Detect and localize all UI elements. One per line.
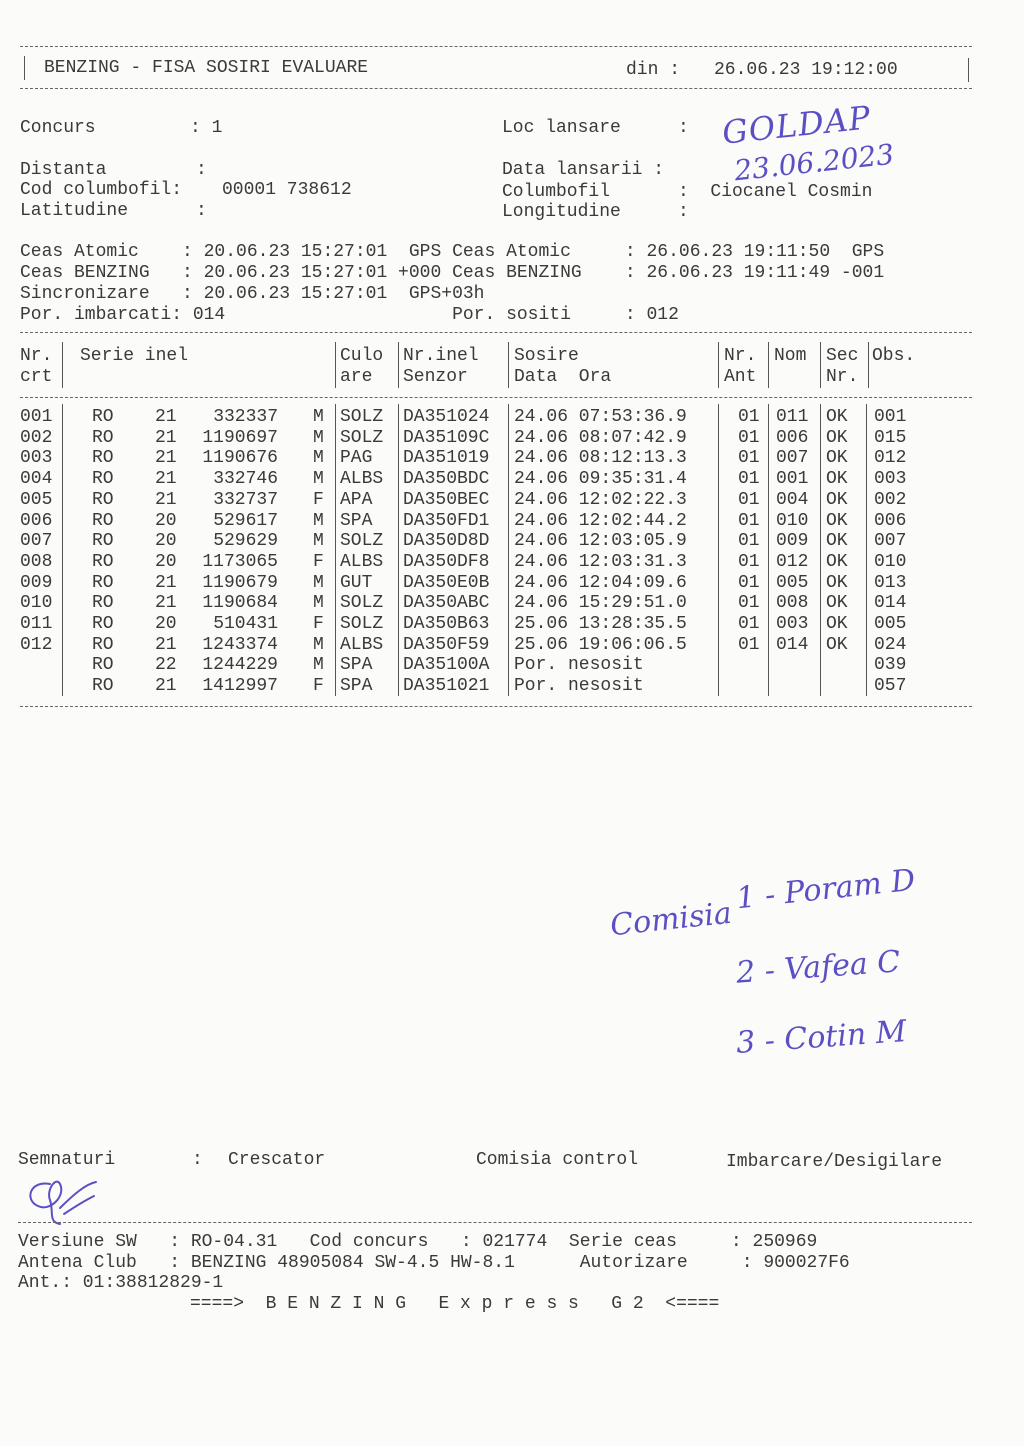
cell-ant: 01 xyxy=(738,407,760,427)
cell-senzor: DA35100A xyxy=(403,655,490,676)
din-label: din : xyxy=(626,60,681,80)
cell-nr: 012 xyxy=(20,634,53,655)
sep-sec-header xyxy=(820,342,821,388)
clock-line-4: Por. imbarcati: 014 Por. sositi : 012 xyxy=(20,305,679,325)
cell-senzor: DA350E0B xyxy=(403,572,490,593)
header-bottom-rule xyxy=(20,88,972,89)
sep-culo-header xyxy=(335,342,336,388)
cell-sosire: 24.06 12:04:09.6 xyxy=(514,572,687,593)
cell-culoare: SPA xyxy=(340,655,373,676)
cell-nr: 008 xyxy=(20,551,53,572)
sep-nom xyxy=(768,404,769,696)
cell-culoare: PAG xyxy=(340,448,373,469)
cell-tara: RO xyxy=(92,593,114,614)
cell-sex: M xyxy=(313,427,324,448)
cell-nom: 004 xyxy=(776,489,809,510)
handwritten-comisia: Comisia xyxy=(608,895,734,944)
cell-sex: M xyxy=(313,469,324,490)
cell-ant: 01 xyxy=(738,593,760,614)
cell-obs: 010 xyxy=(874,551,907,572)
cell-tara: RO xyxy=(92,510,114,531)
cell-obs: 003 xyxy=(874,469,907,490)
cell-sosire: 24.06 09:35:31.4 xyxy=(514,469,687,490)
cell-inel: 1190676 xyxy=(202,448,278,469)
sep-obs xyxy=(866,404,867,696)
col-nr-header-2: crt xyxy=(20,367,53,387)
cell-senzor: DA350DF8 xyxy=(403,551,490,572)
cell-sec: OK xyxy=(826,634,848,655)
cell-sex: M xyxy=(313,634,324,655)
cell-obs: 001 xyxy=(874,407,907,427)
cell-tara: RO xyxy=(92,551,114,572)
cell-nr: 007 xyxy=(20,531,53,552)
cell-sosire: 24.06 15:29:51.0 xyxy=(514,593,687,614)
cell-nom: 014 xyxy=(776,634,809,655)
cell-sosire: 24.06 12:03:05.9 xyxy=(514,531,687,552)
cell-sec: OK xyxy=(826,572,848,593)
footer-rule xyxy=(18,1222,972,1223)
distanta-colon: : xyxy=(196,160,207,180)
cell-sex: F xyxy=(313,614,324,634)
cell-obs: 007 xyxy=(874,531,907,552)
cell-culoare: ALBS xyxy=(340,634,384,655)
header-right-bar xyxy=(968,58,969,82)
col-culoare-header-2: are xyxy=(340,367,373,387)
cell-tara: RO xyxy=(92,427,114,448)
cell-an: 20 xyxy=(155,614,177,634)
cell-senzor: DA350B63 xyxy=(403,614,490,634)
distanta-label: Distanta xyxy=(20,160,107,180)
cell-an: 21 xyxy=(155,593,177,614)
cell-tara: RO xyxy=(92,469,114,490)
cell-an: 21 xyxy=(155,448,177,469)
cell-inel: 1190684 xyxy=(202,593,278,614)
cell-tara: RO xyxy=(92,489,114,510)
cell-senzor: DA350FD1 xyxy=(403,510,490,531)
col-nom-header: Nom xyxy=(774,346,807,366)
footer-line-2: Antena Club : BENZING 48905084 SW-4.5 HW-8.1 Autorizare : 900027F6 xyxy=(18,1253,850,1273)
cell-sosire: 25.06 13:28:35.5 xyxy=(514,614,687,634)
sep-ant-header xyxy=(718,342,719,388)
cell-sosire: 24.06 08:07:42.9 xyxy=(514,427,687,448)
cell-culoare: GUT xyxy=(340,572,373,593)
sep-sosire-header xyxy=(508,342,509,388)
cell-an: 21 xyxy=(155,634,177,655)
cell-inel: 510431 xyxy=(213,614,278,634)
cell-culoare: SOLZ xyxy=(340,593,384,614)
sep-nr xyxy=(62,404,63,696)
cell-inel: 529617 xyxy=(213,510,278,531)
cod-columbofil-label: Cod columbofil: xyxy=(20,180,183,200)
header-top-rule xyxy=(20,46,972,47)
cell-culoare: SOLZ xyxy=(340,427,384,448)
cod-columbofil-value: 00001 738612 xyxy=(222,180,352,200)
sep-culo xyxy=(335,404,336,696)
cell-obs: 024 xyxy=(874,634,907,655)
data-lansarii-label: Data lansarii : xyxy=(502,160,665,180)
cell-nr: 011 xyxy=(20,614,53,634)
cell-nr: 006 xyxy=(20,510,53,531)
cell-nr: 009 xyxy=(20,572,53,593)
header-left-bar xyxy=(24,56,25,80)
columbofil-value: : Ciocanel Cosmin xyxy=(678,182,873,202)
cell-an: 21 xyxy=(155,572,177,593)
cell-an: 21 xyxy=(155,407,177,427)
cell-culoare: SPA xyxy=(340,676,373,697)
cell-culoare: APA xyxy=(340,489,373,510)
cell-ant: 01 xyxy=(738,427,760,448)
sep-nom-header xyxy=(768,342,769,388)
comisia-control-label: Comisia control xyxy=(476,1150,639,1170)
cell-obs: 015 xyxy=(874,427,907,448)
columbofil-label: Columbofil xyxy=(502,182,611,202)
imbarcare-label: Imbarcare/Desigilare xyxy=(726,1152,943,1172)
cell-senzor: DA350BDC xyxy=(403,469,490,490)
col-ant-header: Nr. xyxy=(724,346,757,366)
cell-sex: F xyxy=(313,489,324,510)
col-serie-header: Serie inel xyxy=(80,346,189,366)
footer-line-3: Ant.: 01:38812829-1 xyxy=(18,1273,224,1293)
cell-sex: M xyxy=(313,655,324,676)
cell-ant: 01 xyxy=(738,614,760,634)
handwritten-member-3: 3 - Cotin M xyxy=(734,1014,908,1061)
cell-sec: OK xyxy=(826,593,848,614)
cell-ant: 01 xyxy=(738,510,760,531)
longitudine-label: Longitudine xyxy=(502,202,621,222)
cell-nom: 007 xyxy=(776,448,809,469)
cell-tara: RO xyxy=(92,655,114,676)
cell-senzor: DA351021 xyxy=(403,676,490,697)
cell-inel: 332737 xyxy=(213,489,278,510)
cell-tara: RO xyxy=(92,448,114,469)
cell-culoare: SOLZ xyxy=(340,614,384,634)
col-sec-header-2: Nr. xyxy=(826,367,859,387)
col-sosire-header-2: Data Ora xyxy=(514,367,612,387)
cell-nr: 010 xyxy=(20,593,53,614)
cell-nom: 006 xyxy=(776,427,809,448)
cell-sosire: 25.06 19:06:06.5 xyxy=(514,634,687,655)
cell-sex: M xyxy=(313,510,324,531)
cell-nr: 003 xyxy=(20,448,53,469)
cell-culoare: SOLZ xyxy=(340,407,384,427)
cell-an: 21 xyxy=(155,489,177,510)
cell-sec: OK xyxy=(826,469,848,490)
handwritten-loc-lansare: GOLDAP xyxy=(720,98,873,152)
cell-inel: 332746 xyxy=(213,469,278,490)
footer-banner: ====> B E N Z I N G E x p r e s s G 2 <==== xyxy=(190,1294,720,1314)
footer-line-1: Versiune SW : RO-04.31 Cod concurs : 021774 Serie ceas : 250969 xyxy=(18,1232,818,1252)
handwritten-data-lansarii: 23.06.2023 xyxy=(732,137,896,188)
clock-line-3: Sincronizare : 20.06.23 15:27:01 GPS+03h xyxy=(20,284,485,304)
cell-inel: 1243374 xyxy=(202,634,278,655)
cell-nom: 003 xyxy=(776,614,809,634)
cell-senzor: DA351024 xyxy=(403,407,490,427)
table-bottom-rule xyxy=(20,706,972,707)
cell-an: 20 xyxy=(155,510,177,531)
cell-senzor: DA350ABC xyxy=(403,593,490,614)
cell-ant: 01 xyxy=(738,469,760,490)
latitudine-colon: : xyxy=(196,201,207,221)
cell-sec: OK xyxy=(826,407,848,427)
cell-sec: OK xyxy=(826,448,848,469)
sep-senzor xyxy=(398,404,399,696)
cell-nom: 005 xyxy=(776,572,809,593)
cell-obs: 006 xyxy=(874,510,907,531)
concurs-value: : 1 xyxy=(190,118,223,138)
cell-nr: 002 xyxy=(20,427,53,448)
cell-sec: OK xyxy=(826,551,848,572)
cell-senzor: DA350F59 xyxy=(403,634,490,655)
cell-obs: 005 xyxy=(874,614,907,634)
semnaturi-colon: : xyxy=(192,1150,203,1170)
sep-ant xyxy=(718,404,719,696)
cell-sex: M xyxy=(313,593,324,614)
cell-sosire: Por. nesosit xyxy=(514,676,644,697)
cell-tara: RO xyxy=(92,634,114,655)
cell-culoare: ALBS xyxy=(340,551,384,572)
cell-nom: 009 xyxy=(776,531,809,552)
longitudine-colon: : xyxy=(678,202,689,222)
cell-sosire: 24.06 12:02:22.3 xyxy=(514,489,687,510)
cell-sosire: 24.06 08:12:13.3 xyxy=(514,448,687,469)
cell-obs: 039 xyxy=(874,655,907,676)
cell-sex: F xyxy=(313,676,324,697)
cell-sec: OK xyxy=(826,614,848,634)
crescator-signature xyxy=(20,1166,110,1230)
cell-an: 20 xyxy=(155,531,177,552)
cell-ant: 01 xyxy=(738,572,760,593)
cell-an: 21 xyxy=(155,676,177,697)
col-ant-header-2: Ant xyxy=(724,367,757,387)
table-header-rule xyxy=(20,397,972,398)
cell-an: 21 xyxy=(155,469,177,490)
cell-senzor: DA35109C xyxy=(403,427,490,448)
cell-sex: M xyxy=(313,448,324,469)
cell-sec: OK xyxy=(826,510,848,531)
sep-sosire xyxy=(508,404,509,696)
cell-tara: RO xyxy=(92,531,114,552)
cell-ant: 01 xyxy=(738,448,760,469)
col-senzor-header: Nr.inel xyxy=(403,346,479,366)
cell-culoare: ALBS xyxy=(340,469,384,490)
cell-inel: 529629 xyxy=(213,531,278,552)
document-title: BENZING - FISA SOSIRI EVALUARE xyxy=(44,58,369,78)
col-sosire-header: Sosire xyxy=(514,346,579,366)
cell-sec: OK xyxy=(826,427,848,448)
cell-nom: 008 xyxy=(776,593,809,614)
cell-nr: 001 xyxy=(20,407,53,427)
cell-sosire: Por. nesosit xyxy=(514,655,644,676)
cell-inel: 1190697 xyxy=(202,427,278,448)
cell-ant: 01 xyxy=(738,531,760,552)
cell-sex: F xyxy=(313,551,324,572)
cell-sec: OK xyxy=(826,531,848,552)
col-culoare-header: Culo xyxy=(340,346,384,366)
cell-sex: M xyxy=(313,572,324,593)
cell-obs: 002 xyxy=(874,489,907,510)
latitudine-label: Latitudine xyxy=(20,201,129,221)
concurs-label: Concurs xyxy=(20,118,96,138)
cell-sex: M xyxy=(313,407,324,427)
cell-senzor: DA350BEC xyxy=(403,489,490,510)
handwritten-member-2: 2 - Vafea C xyxy=(734,944,902,991)
cell-nom: 001 xyxy=(776,469,809,490)
cell-tara: RO xyxy=(92,407,114,427)
loc-lansare-label: Loc lansare xyxy=(502,118,621,138)
cell-ant: 01 xyxy=(738,634,760,655)
cell-tara: RO xyxy=(92,614,114,634)
sep-senzor-header xyxy=(398,342,399,388)
col-sec-header: Sec xyxy=(826,346,859,366)
col-senzor-header-2: Senzor xyxy=(403,367,468,387)
cell-senzor: DA350D8D xyxy=(403,531,490,552)
cell-obs: 013 xyxy=(874,572,907,593)
clock-line-1: Ceas Atomic : 20.06.23 15:27:01 GPS Ceas Atomic : 26.06.23 19:11:50 GPS xyxy=(20,242,885,262)
cell-obs: 012 xyxy=(874,448,907,469)
col-nr-header: Nr. xyxy=(20,346,53,366)
cell-an: 20 xyxy=(155,551,177,572)
sep-nr-header xyxy=(62,342,63,388)
cell-sosire: 24.06 12:03:31.3 xyxy=(514,551,687,572)
clock-line-2: Ceas BENZING : 20.06.23 15:27:01 +000 Ceas BENZING : 26.06.23 19:11:49 -001 xyxy=(20,263,885,283)
cell-sex: M xyxy=(313,531,324,552)
cell-senzor: DA351019 xyxy=(403,448,490,469)
cell-sec: OK xyxy=(826,489,848,510)
cell-inel: 1190679 xyxy=(202,572,278,593)
cell-inel: 332337 xyxy=(213,407,278,427)
sep-obs-header xyxy=(868,342,869,388)
cell-an: 22 xyxy=(155,655,177,676)
cell-nom: 010 xyxy=(776,510,809,531)
cell-inel: 1173065 xyxy=(202,551,278,572)
cell-obs: 057 xyxy=(874,676,907,697)
cell-inel: 1244229 xyxy=(202,655,278,676)
cell-nr: 005 xyxy=(20,489,53,510)
cell-ant: 01 xyxy=(738,551,760,572)
cell-sosire: 24.06 07:53:36.9 xyxy=(514,407,687,427)
cell-culoare: SPA xyxy=(340,510,373,531)
print-datetime: 26.06.23 19:12:00 xyxy=(714,60,898,80)
cell-tara: RO xyxy=(92,572,114,593)
cell-an: 21 xyxy=(155,427,177,448)
cell-obs: 014 xyxy=(874,593,907,614)
cell-culoare: SOLZ xyxy=(340,531,384,552)
sep-sec xyxy=(820,404,821,696)
cell-ant: 01 xyxy=(738,489,760,510)
cell-nom: 012 xyxy=(776,551,809,572)
crescator-label: Crescator xyxy=(228,1150,326,1170)
col-obs-header: Obs. xyxy=(872,346,916,366)
semnaturi-label: Semnaturi xyxy=(18,1150,116,1170)
table-top-rule xyxy=(20,332,972,333)
cell-tara: RO xyxy=(92,676,114,697)
cell-sosire: 24.06 12:02:44.2 xyxy=(514,510,687,531)
cell-nr: 004 xyxy=(20,469,53,490)
handwritten-member-1: 1 - Poram D xyxy=(734,862,917,917)
cell-nom: 011 xyxy=(776,407,809,427)
cell-inel: 1412997 xyxy=(202,676,278,697)
loc-lansare-colon: : xyxy=(678,118,689,138)
